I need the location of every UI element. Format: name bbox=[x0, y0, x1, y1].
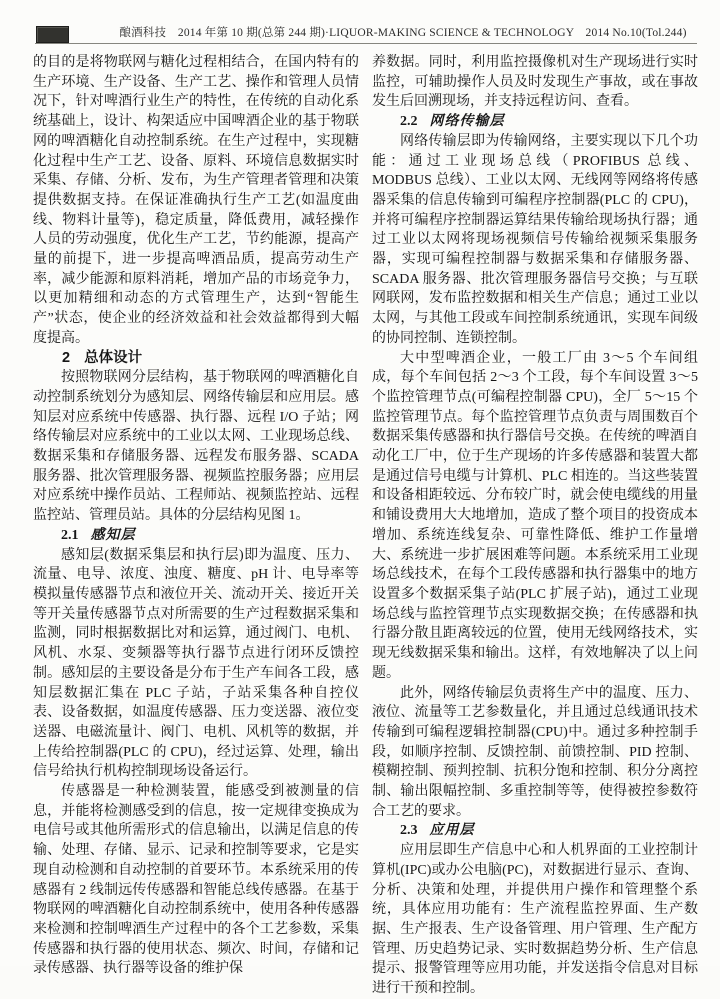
paragraph-network-1: 网络传输层即为传输网络，主要实现以下几个功能：通过工业现场总线（PROFIBUS 总线、MODBUS 总线）、工业以太网、无线网等网络将传感器采集的信息传输到可编程序控制器(PLC 的 CPU)，并将可编程序控制器运算结果传输给现场执行器；通过工业以太网将现场视频信号传输给视频采集服务器，实现可编程控制器与数据采集和存储服务器、SCADA 服务器、批次管理服务器信号交换；与互联网联网，发布监控数据和相关生产信息；通过工业以太网，与其他工段或车间控制系统通讯，实现车间级的协同控制、连锁控制。 bbox=[372, 133, 698, 346]
section-2-1-number: 2.1 bbox=[61, 527, 79, 543]
journal-logo bbox=[36, 26, 69, 43]
section-2-3-number: 2.3 bbox=[400, 823, 418, 839]
section-2-2-title: 网络传输层 bbox=[429, 114, 505, 130]
right-column bbox=[372, 53, 698, 999]
running-head: 酿酒科技 2014 年第 10 期(总第 244 期)·LIQUOR-MAKING SCIENCE & TECHNOLOGY 2014 No.10(Tol.244) bbox=[119, 27, 687, 39]
paragraph-intro-continuation: 的目的是将物联网与糖化过程相结合，在国内特有的生产环境、生产设备、生产工艺、操作和管理人员情况下，针对啤酒行业生产的特性，在传统的自动化系统基础上，设计、构架适应中国啤酒企业的基于物联网的啤酒糖化自动控制系统。在生产过程中，实现糖化过程中生产工艺、设备、原料、环境信息数据实时采集、存储、分析、发布，为生产管理者管理和决策提供数据支持。在保证准确执行生产工艺(如温度曲线、物料计量等)，稳定质量，降低费用，减轻操作人员的劳动强度，优化生产工艺，节约能源，提高产量的前提下，进一步提高啤酒品质，提高劳动生产率，减少能源和原料消耗，增加产品的市场竞争力，以更加精细和动态的方式管理生产，达到“智能生产”状态，使企业的经济效益和社会效益都得到大幅度提高。 bbox=[33, 55, 359, 346]
paragraph-overview: 按照物联网分层结构，基于物联网的啤酒糖化自动控制系统划分为感知层、网络传输层和应用层。感知层对应系统中传感器、执行器、远程 I/O 子站；网络传输层对应系统中的工业以太网、工业现场总线、数据采集和存储服务器、远程发布服务器、SCADA 服务器、批次管理服务器、视频监控服务器；应用层对应系统中操作员站、工程师站、视频监控站、远程监控站、管理员站。具体的分层结构见图 1。 bbox=[33, 370, 359, 524]
paragraph-perception-2: 传感器是一种检测装置，能感受到被测量的信息，并能将检测感受到的信息，按一定规律变换成为电信号或其他所需形式的信息输出，以满足信息的传输、处理、存储、显示、记录和控制等要求，它是实现自动检测和自动控制的首要环节。本系统采用的传感器有 2 线制远传传感器和智能总线传感器。在基于物联网的啤酒糖化自动控制系统中，使用各种传感器来检测和控制啤酒生产过程中的各个工艺参数，采集传感器和执行器的使用状态、频次、时间，存储和记录传感器、执行器等设备的维护保 bbox=[33, 784, 359, 977]
section-2-2-heading bbox=[372, 112, 698, 132]
article-body bbox=[33, 53, 698, 999]
paragraph-application: 应用层即生产信息中心和人机界面的工业控制计算机(IPC)或办公电脑(PC)，对数据进行显示、查询、分析、决策和处理，并提供用户操作和管理整个系统，具体应用功能有：生产流程监控界面、生产数据、生产报表、生产设备管理、用户管理、生产配方管理、历史趋势记录、实时数据趋势分析、生产信息提示、报警管理等应用功能，并发送指令信息对目标进行干预和控制。 bbox=[372, 843, 698, 997]
paragraph-perception-1: 感知层(数据采集层和执行层)即为温度、压力、流量、电导、浓度、浊度、糖度、pH 计、电导率等模拟量传感器节点和液位开关、流动开关、接近开关等开关量传感器节点对所需要的生产过程数据采集和监测，同时根据数据比对和运算，通过阀门、电机、风机、水泵、变频器等执行器节点进行闭环反馈控制。感知层的主要设备是分布于生产车间各工段，感知层数据汇集在 PLC 子站，子站采集各种自控仪表、设备数据，如温度传感器、压力变送器、液位变送器、电磁流量计、阀门、电机、风机等的数据，并上传给控制器(PLC 的 CPU)，经过运算、处理，输出信号给执行机构控制现场设备运行。 bbox=[33, 547, 359, 780]
section-2-3-heading bbox=[372, 821, 698, 841]
section-2-1-title: 感知层 bbox=[90, 527, 136, 543]
paragraph-network-2: 大中型啤酒企业，一般工厂由 3～5 个车间组成，每个车间包括 2～3 个工段，每个车间设置 3～5 个监控管理节点(可编程控制器 CPU)，全厂 5～15 个监控管理节点。每个监控管理节点负责与周围数百个数据采集传感器和执行器信号交换。在传统的啤酒自动化工厂中，位于生产现场的许多传感器和装置大都是通过信号电缆与计算机、PLC 相连的。当这些装置和设备相距较远、分布较广时，就会使电缆线的用量和铺设费用大大地增加，造成了整个项目的投资成本增加、系统连线复杂、可靠性降低、维护工作量增大、系统进一步扩展困难等问题。本系统采用工业现场总线技术，在每个工段传感器和执行器集中的地方设置多个数据采集子站(PLC 扩展子站)，通过工业现场总线与监控管理节点实现数据交换；在传感器和执行器分散且距离较远的位置，使用无线网络技术，实现无线数据采集和输出。这样，有效地解决了以上问题。 bbox=[372, 350, 698, 681]
page-header bbox=[36, 24, 698, 42]
section-2-3-title: 应用层 bbox=[429, 823, 475, 839]
paragraph-network-3: 此外，网络传输层负责将生产中的温度、压力、液位、流量等工艺参数量化，并且通过总线通讯技术传输到可编程逻辑控制器(CPU)中。通过多种控制手段，如顺序控制、反馈控制、前馈控制、PID 控制、模糊控制、预判控制、抗积分饱和控制、积分分离控制、输出限幅控制、多重控制等等，使得被控参数符合工艺的要求。 bbox=[372, 685, 698, 819]
section-2-title: 总体设计 bbox=[84, 349, 143, 366]
section-2-heading bbox=[33, 349, 359, 369]
paragraph-perception-continuation: 养数据。同时，利用监控摄像机对生产现场进行实时监控，可辅助操作人员及时发现生产事故，或在事故发生后回溯现场，并支持远程访问、查看。 bbox=[372, 55, 698, 110]
section-2-1-heading bbox=[33, 526, 359, 546]
left-column bbox=[33, 53, 359, 999]
header-divider bbox=[35, 43, 697, 44]
section-2-number: 2 bbox=[62, 349, 71, 366]
section-2-2-number: 2.2 bbox=[400, 114, 418, 130]
